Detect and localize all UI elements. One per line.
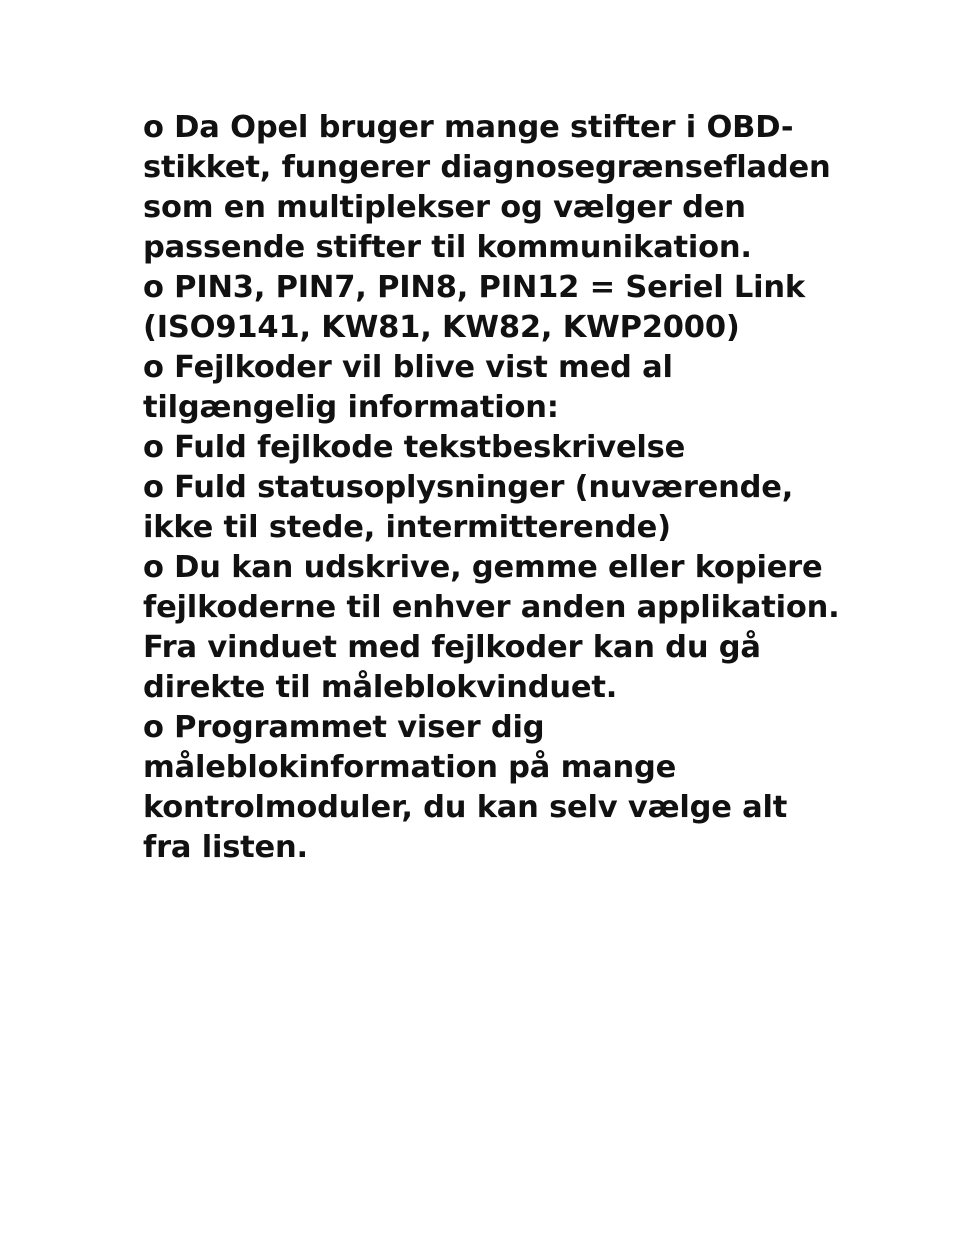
paragraph-7: o Programmet viser dig måleblokinformation på mange kontrolmoduler, du kan selv vælge alt fra listen. xyxy=(143,710,798,865)
paragraph-1: o Da Opel bruger mange stifter i OBD-stikket, fungerer diagnosegrænsefladen som en multiplekser og vælger den passende stifter til kommunikation. xyxy=(143,110,841,265)
paragraph-2: o PIN3, PIN7, PIN8, PIN12 = Seriel Link (ISO9141, KW81, KW82, KWP2000) xyxy=(143,270,816,345)
document-text-body xyxy=(143,108,850,868)
paragraph-4: o Fuld fejlkode tekstbeskrivelse xyxy=(143,430,686,465)
paragraph-5: o Fuld statusoplysninger (nuværende, ikke til stede, intermitterende) xyxy=(143,470,804,545)
paragraph-3: o Fejlkoder vil blive vist med al tilgængelig information: xyxy=(143,350,684,425)
paragraph-6: o Du kan udskrive, gemme eller kopiere fejlkoderne til enhver anden applikation. Fra vinduet med fejlkoder kan du gå direkte til måleblokvinduet. xyxy=(143,550,850,705)
